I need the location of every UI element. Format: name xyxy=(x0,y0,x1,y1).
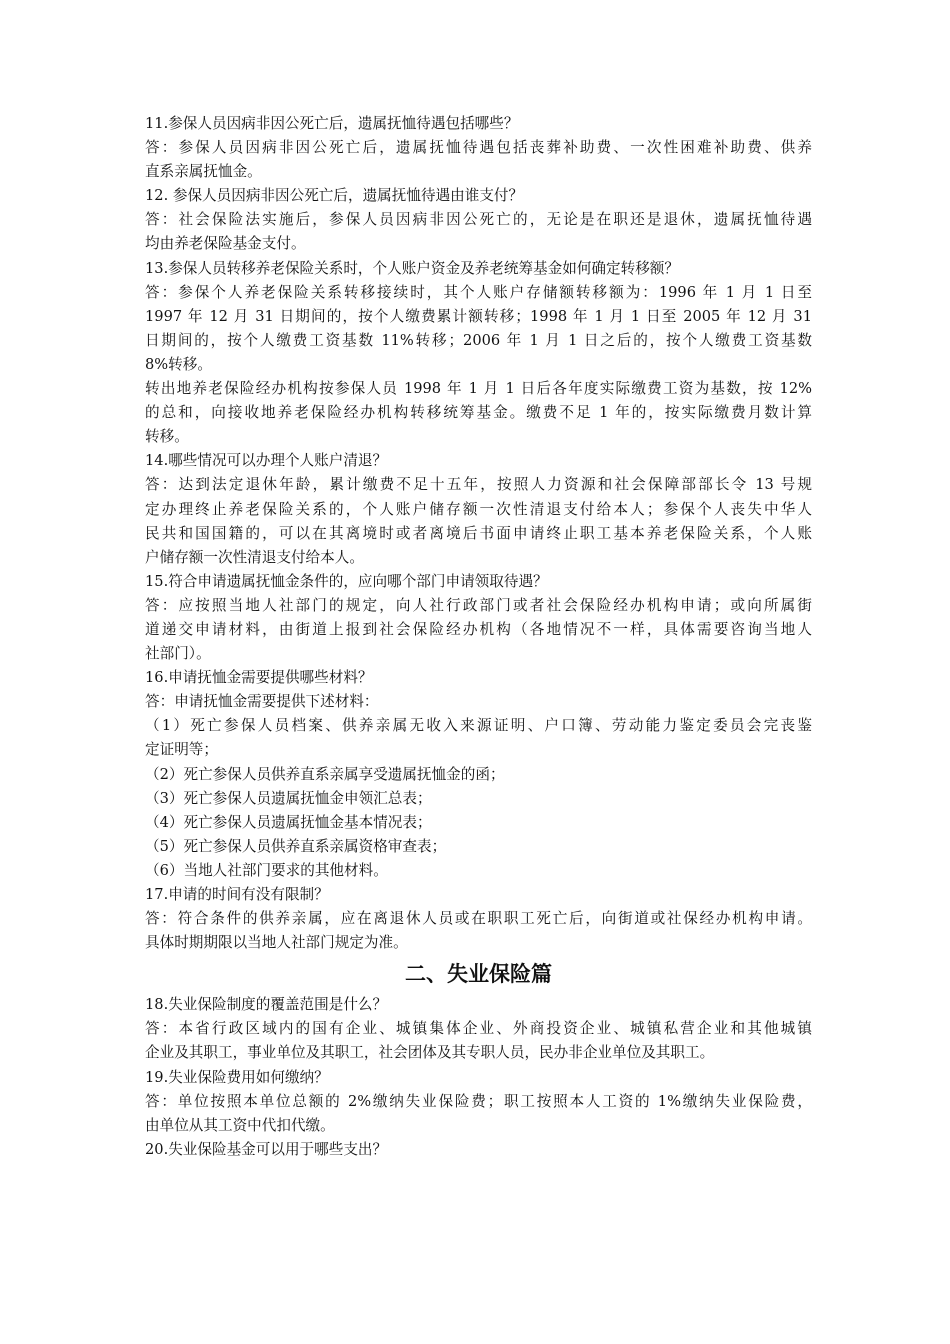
faq-answer xyxy=(145,594,812,666)
text-line: 的总和，向接收地养老保险经办机构转移统筹基金。缴费不足 1 年的，按实际缴费月数计算 xyxy=(145,404,812,422)
faq-answer xyxy=(145,763,812,787)
faq-question xyxy=(145,883,812,907)
text-line: 道递交申请材料，由街道上报到社会保险经办机构（各地情况不一样，具体需要咨询当地人 xyxy=(145,620,812,638)
text-line: 由单位从其工资中代扣代缴。 xyxy=(145,1116,335,1134)
text-line: （5）死亡参保人员供养直系亲属资格审查表； xyxy=(145,837,447,855)
text-line: 答：达到法定退休年龄，累计缴费不足十五年，按照人力资源和社会保障部部长令 13 号规 xyxy=(145,476,812,494)
faq-question xyxy=(145,257,812,281)
text-line: 定办理终止养老保险关系的，个人账户储存额一次性清退支付给本人；参保个人丧失中华人 xyxy=(145,500,812,518)
text-line: 民共和国国籍的，可以在其离境时或者离境后书面申请终止职工基本养老保险关系，个人账 xyxy=(145,524,812,542)
faq-question xyxy=(145,570,812,594)
faq-section-pension xyxy=(145,112,812,955)
text-line: 定证明等； xyxy=(145,741,218,759)
faq-answer xyxy=(145,208,812,256)
text-line: 企业及其职工，事业单位及其职工，社会团体及其专职人员，民办非企业单位及其职工。 xyxy=(145,1044,715,1062)
text-line: 8%转移。 xyxy=(145,355,212,373)
faq-answer xyxy=(145,473,812,569)
faq-answer xyxy=(145,1017,812,1065)
text-line: 20.失业保险基金可以用于哪些支出？ xyxy=(145,1140,388,1158)
faq-section-unemployment xyxy=(145,993,812,1162)
text-line: 18.失业保险制度的覆盖范围是什么？ xyxy=(145,996,388,1014)
faq-question xyxy=(145,112,812,136)
text-line: 答：参保人员因病非因公死亡后，遗属抚恤待遇包括丧葬补助费、一次性困难补助费、供养 xyxy=(145,139,812,157)
text-line: （1）死亡参保人员档案、供养亲属无收入来源证明、户口簿、劳动能力鉴定委员会完丧鉴 xyxy=(145,717,812,735)
text-line: 均由养老保险基金支付。 xyxy=(145,235,306,253)
text-line: （4）死亡参保人员遗属抚恤金基本情况表； xyxy=(145,813,432,831)
text-line: 14.哪些情况可以办理个人账户清退？ xyxy=(145,452,388,470)
text-line: （2）死亡参保人员供养直系亲属享受遗属抚恤金的函； xyxy=(145,765,505,783)
text-line: 答：参保个人养老保险关系转移接续时，其个人账户存储额转移额为：1996 年 1 月 1 日至 xyxy=(145,283,812,301)
faq-answer xyxy=(145,1090,812,1138)
faq-question xyxy=(145,184,812,208)
text-line: 户储存额一次性清退支付给本人。 xyxy=(145,548,364,566)
text-line: 15.符合申请遗属抚恤金条件的，应向哪个部门申请领取待遇？ xyxy=(145,572,548,590)
text-line: 1997 年 12 月 31 日期间的，按个人缴费累计额转移；1998 年 1 月 1 日至 2005 年 12 月 31 xyxy=(145,307,812,325)
faq-answer xyxy=(145,281,812,377)
text-line: 16.申请抚恤金需要提供哪些材料？ xyxy=(145,669,373,687)
text-line: 日期间的，按个人缴费工资基数 11%转移；2006 年 1 月 1 日之后的，按个人缴费工资基数 xyxy=(145,331,812,349)
text-line: 11.参保人员因病非因公死亡后，遗属抚恤待遇包括哪些？ xyxy=(145,115,519,132)
faq-question xyxy=(145,1138,812,1162)
faq-answer xyxy=(145,136,812,184)
text-line: 答：申请抚恤金需要提供下述材料： xyxy=(145,693,379,711)
text-line: 答：本省行政区域内的国有企业、城镇集体企业、外商投资企业、城镇私营企业和其他城镇 xyxy=(145,1020,812,1038)
faq-answer xyxy=(145,787,812,811)
text-line: 直系亲属抚恤金。 xyxy=(145,163,262,181)
faq-answer xyxy=(145,714,812,762)
text-line: （6）当地人社部门要求的其他材料。 xyxy=(145,861,388,879)
faq-answer xyxy=(145,859,812,883)
text-line: 答：符合条件的供养亲属，应在离退休人员或在职职工死亡后，向街道或社保经办机构申请。 xyxy=(145,910,812,928)
text-line: 13.参保人员转移养老保险关系时，个人账户资金及养老统筹基金如何确定转移额？ xyxy=(145,259,679,277)
text-line: 转出地养老保险经办机构按参保人员 1998 年 1 月 1 日后各年度实际缴费工资为基数，按 12% xyxy=(145,380,812,398)
faq-question xyxy=(145,666,812,690)
faq-question xyxy=(145,993,812,1017)
faq-answer xyxy=(145,690,812,714)
text-line: 答：社会保险法实施后，参保人员因病非因公死亡的，无论是在职还是退休，遗属抚恤待遇 xyxy=(145,211,812,229)
document-page xyxy=(145,112,812,1162)
text-line: 转移。 xyxy=(145,428,189,446)
text-line: 社部门）。 xyxy=(145,645,211,663)
text-line: 12. 参保人员因病非因公死亡后，遗属抚恤待遇由谁支付？ xyxy=(145,187,524,205)
text-line: 答：应按照当地人社部门的规定，向人社行政部门或者社会保险经办机构申请；或向所属街 xyxy=(145,596,812,614)
text-line: 答：单位按照本单位总额的 2%缴纳失业保险费；职工按照本人工资的 1%缴纳失业保险费， xyxy=(145,1092,812,1110)
faq-answer xyxy=(145,835,812,859)
text-line: 17.申请的时间有没有限制？ xyxy=(145,886,329,903)
faq-question xyxy=(145,1066,812,1090)
text-line: 19.失业保险费用如何缴纳？ xyxy=(145,1068,329,1086)
section-title: 二、失业保险篇 xyxy=(405,961,552,987)
text-line: 具体时期期限以当地人社部门规定为准。 xyxy=(145,934,408,952)
faq-question xyxy=(145,449,812,473)
faq-answer xyxy=(145,811,812,835)
faq-answer xyxy=(145,377,812,449)
faq-answer xyxy=(145,907,812,955)
text-line: （3）死亡参保人员遗属抚恤金申领汇总表； xyxy=(145,789,432,807)
